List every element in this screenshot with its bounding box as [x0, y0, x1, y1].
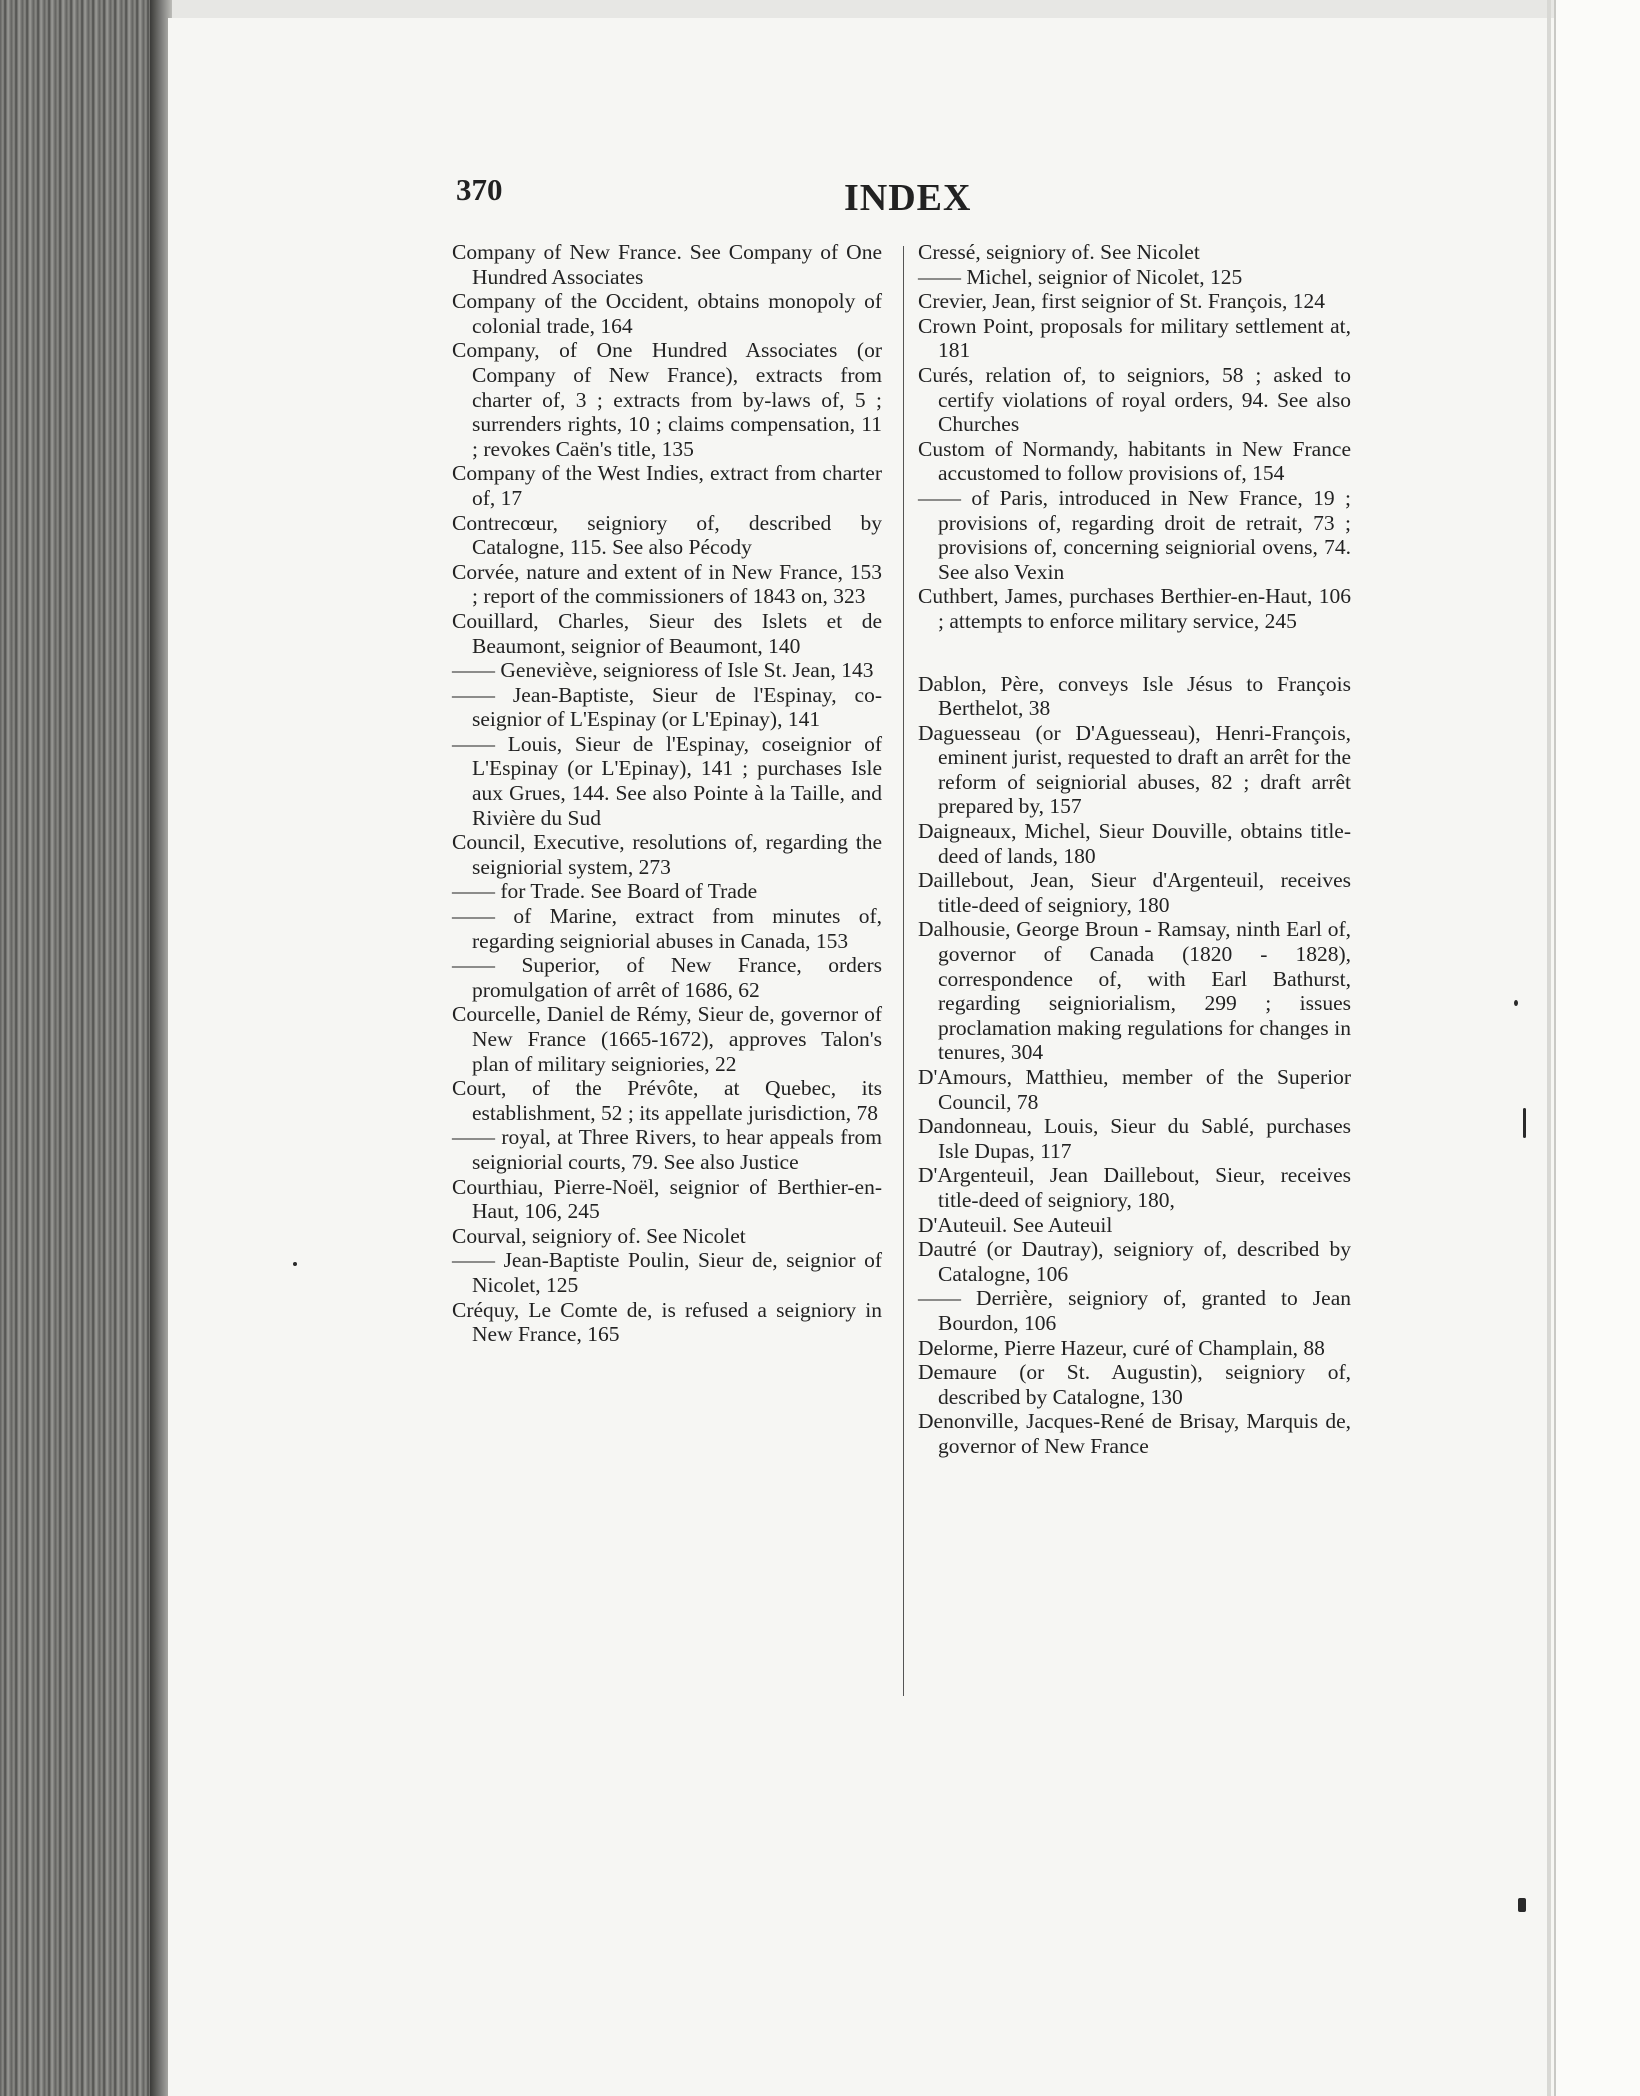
ink-speck — [293, 1262, 297, 1266]
running-head: INDEX — [844, 177, 972, 219]
index-subentry: —— Jean-Baptiste, Sieur de l'Espinay, co-seignior of L'Espinay (or L'Epinay), 141 — [452, 682, 882, 732]
index-entry: Daigneaux, Michel, Sieur Douville, obtains title-deed of lands, 180 — [918, 819, 1351, 868]
index-entry: Delorme, Pierre Hazeur, curé of Champlain, 88 — [918, 1335, 1325, 1360]
index-entry: Contrecœur, seigniory of, described by Catalogne, 115. See also Pécody — [452, 510, 882, 560]
index-subentry: —— Superior, of New France, orders promulgation of arrêt of 1686, 62 — [452, 953, 882, 1002]
index-entry: Crevier, Jean, first seignior of St. François, 124 — [918, 289, 1325, 314]
index-entry: Couillard, Charles, Sieur des Islets et de Beaumont, seignior of Beaumont, 140 — [452, 608, 882, 658]
index-subentry: —— Jean-Baptiste Poulin, Sieur de, seignior of Nicolet, 125 — [452, 1248, 882, 1297]
index-subentry: —— of Paris, introduced in New France, 19 ; provisions of, regarding droit de retrait, 73 ; provisions of, concerning seigniorial ovens, 74. See also Vexin — [918, 485, 1351, 584]
index-entry: Courval, seigniory of. See Nicolet — [452, 1223, 746, 1248]
index-subentry: —— for Trade. See Board of Trade — [452, 879, 758, 904]
index-entry: Dautré (or Dautray), seigniory of, described by Catalogne, 106 — [918, 1237, 1351, 1286]
index-subentry: —— Michel, seignior of Nicolet, 125 — [918, 264, 1243, 289]
book-fore-edge — [0, 0, 165, 2096]
index-entry: Company, of One Hundred Associates (or Company of New France), extracts from charter of, 3 ; extracts from by-laws of, 5 ; surrenders rights, 10 ; claims compensation, 11 ; revokes Caën's title, 135 — [452, 338, 882, 461]
index-entry: Denonville, Jacques-René de Brisay, Marquis de, governor of New France — [918, 1409, 1351, 1458]
page-fold — [1547, 0, 1551, 2096]
index-entry: D'Auteuil. See Auteuil — [918, 1212, 1113, 1237]
index-entry: Dablon, Père, conveys Isle Jésus to François Berthelot, 38 — [918, 671, 1351, 721]
ink-speck — [1514, 1000, 1518, 1006]
index-entry: Company of New France. See Company of One Hundred Associates — [452, 240, 882, 289]
index-entry: Council, Executive, resolutions of, regarding the seigniorial system, 273 — [452, 830, 882, 879]
index-entry: D'Argenteuil, Jean Daillebout, Sieur, receives title-deed of seigniory, 180, — [918, 1163, 1351, 1212]
index-entry: Daillebout, Jean, Sieur d'Argenteuil, receives title-deed of seigniory, 180 — [918, 868, 1351, 917]
index-entry: Daguesseau (or D'Aguesseau), Henri-François, eminent jurist, requested to draft an arrêt for the reform of seigniorial abuses, 82 ; draft arrêt prepared by, 157 — [918, 720, 1351, 819]
index-entry: Court, of the Prévôte, at Quebec, its establishment, 52 ; its appellate jurisdiction, 78 — [452, 1076, 882, 1125]
index-entry: Curés, relation of, to seigniors, 58 ; asked to certify violations of royal orders, 94. See also Churches — [918, 362, 1351, 437]
index-entry: Corvée, nature and extent of in New France, 153 ; report of the commissioners of 1843 on, 323 — [452, 559, 882, 609]
index-entry: Courthiau, Pierre-Noël, seignior of Berthier-en-Haut, 106, 245 — [452, 1174, 882, 1224]
index-entry: Company of the West Indies, extract from charter of, 17 — [452, 461, 882, 510]
index-subentry: —— Louis, Sieur de l'Espinay, coseignior of L'Espinay (or L'Epinay), 141 ; purchases Isle aux Grues, 144. See also Pointe à la Taille, and Rivière du Sud — [452, 731, 882, 830]
index-column-left — [452, 240, 882, 1347]
index-entry: Demaure (or St. Augustin), seigniory of, described by Catalogne, 130 — [918, 1360, 1351, 1409]
index-column-right — [918, 240, 1351, 1459]
index-entry: Cressé, seigniory of. See Nicolet — [918, 240, 1200, 264]
index-entry: Custom of Normandy, habitants in New France accustomed to follow provisions of, 154 — [918, 436, 1351, 486]
index-entry: Courcelle, Daniel de Rémy, Sieur de, governor of New France (1665-1672), approves Talon's plan of military seigniories, 22 — [452, 1002, 882, 1076]
index-entry: Cuthbert, James, purchases Berthier-en-Haut, 106 ; attempts to enforce military service, 245 — [918, 584, 1351, 633]
index-subentry: —— royal, at Three Rivers, to hear appeals from seigniorial courts, 79. See also Justice — [452, 1125, 882, 1174]
index-entry: Dandonneau, Louis, Sieur du Sablé, purchases Isle Dupas, 117 — [918, 1114, 1351, 1163]
index-entry: Company of the Occident, obtains monopoly of colonial trade, 164 — [452, 289, 882, 338]
index-entry: Créquy, Le Comte de, is refused a seigniory in New France, 165 — [452, 1297, 882, 1347]
index-entry: D'Amours, Matthieu, member of the Superior Council, 78 — [918, 1065, 1351, 1114]
ink-speck — [1518, 1898, 1526, 1912]
page-number: 370 — [456, 172, 503, 207]
index-subentry: —— Geneviève, seignioress of Isle St. Jean, 143 — [452, 658, 874, 683]
index-entry: Crown Point, proposals for military settlement at, 181 — [918, 313, 1351, 363]
index-entry: Dalhousie, George Broun - Ramsay, ninth Earl of, governor of Canada (1820 - 1828), correspondence of, with Earl Bathurst, regarding seigniorialism, 299 ; issues proclamation making regulations for changes in tenures, 304 — [918, 917, 1351, 1065]
facing-page-edge — [1554, 0, 1640, 2096]
column-divider — [903, 246, 904, 1696]
index-subentry: —— of Marine, extract from minutes of, regarding seigniorial abuses in Canada, 153 — [452, 904, 882, 953]
index-subentry: —— Derrière, seigniory of, granted to Jean Bourdon, 106 — [918, 1286, 1351, 1335]
ink-speck — [1523, 1108, 1526, 1138]
